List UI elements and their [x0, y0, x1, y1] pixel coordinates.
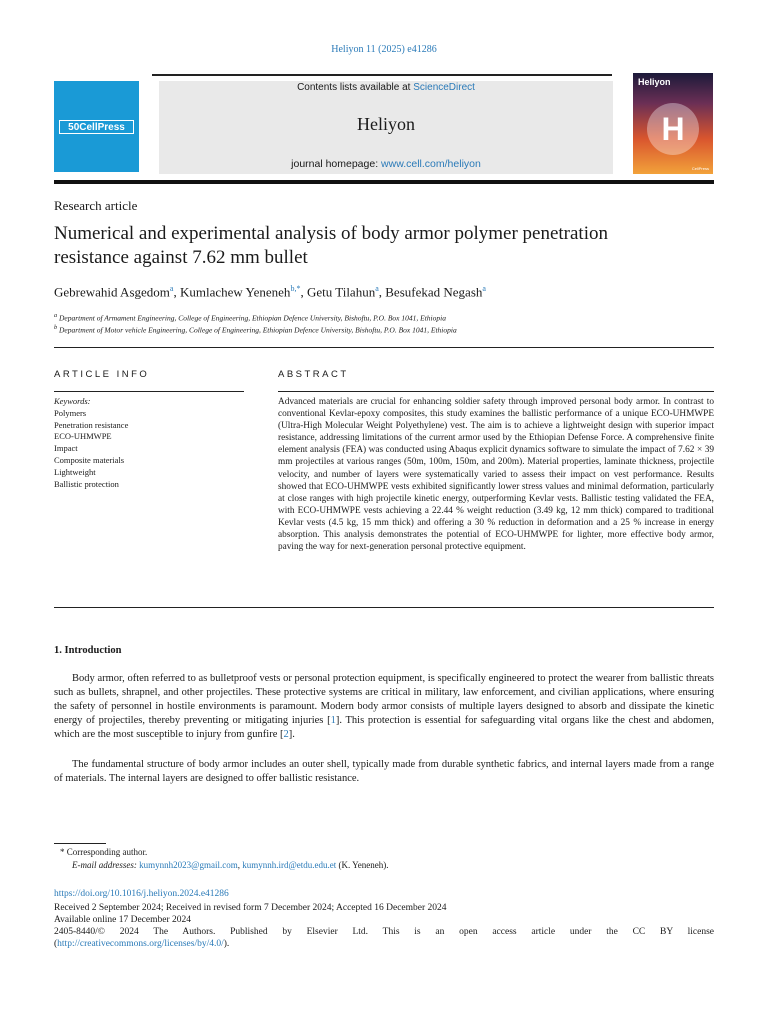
reference-link-1[interactable]: 1: [330, 715, 336, 726]
author-sep: ,: [300, 284, 307, 300]
top-rule: [152, 74, 612, 76]
keywords-block: [54, 396, 244, 490]
author-sep: ,: [173, 284, 180, 300]
keyword-item: Ballistic protection: [54, 478, 119, 489]
header-divider: [54, 180, 714, 184]
article-info-heading: ARTICLE INFO: [54, 369, 150, 380]
affiliation-b: [54, 324, 457, 335]
keyword-item: Polymers: [54, 407, 87, 418]
intro-paragraph-1: [54, 672, 714, 742]
available-online: Available online 17 December 2024: [54, 915, 191, 925]
affiliation-divider: [54, 347, 714, 348]
keyword-item: Lightweight: [54, 466, 96, 477]
sciencedirect-link[interactable]: ScienceDirect: [413, 82, 475, 93]
email-label: E-mail addresses:: [72, 860, 137, 870]
cover-logo-icon: H: [647, 103, 699, 155]
author-affil-mark[interactable]: b,*: [290, 284, 301, 293]
license-paren: (: [54, 939, 58, 949]
contents-line: [159, 82, 613, 93]
author-affil-mark[interactable]: a: [169, 284, 174, 293]
intro-paragraph-2: The fundamental structure of body armor includes an outer shell, typically made from durable synthetic fabrics, and internal layers made from a range of materials. The internal layers are designed to offer ballistic resistance.: [54, 759, 714, 784]
journal-citation[interactable]: Heliyon 11 (2025) e41286: [331, 44, 437, 55]
affiliation-mark: a: [54, 312, 58, 319]
article-title: Numerical and experimental analysis of body armor polymer penetration resistance against 7.62 mm bullet: [54, 223, 608, 268]
keywords-label: Keywords:: [54, 396, 91, 406]
email-link-1[interactable]: kumynnh2023@gmail.com: [139, 860, 238, 870]
homepage-link[interactable]: www.cell.com/heliyon: [381, 158, 481, 170]
reference-link-2[interactable]: 2: [283, 729, 289, 740]
affiliation-a: [54, 312, 446, 323]
article-info-rule: [54, 391, 244, 392]
email-link-2[interactable]: kumynnh.ird@etdu.edu.et: [242, 860, 337, 870]
journal-homepage-line: [159, 158, 613, 170]
affiliation-text: Department of Motor vehicle Engineering, College of Engineering, Ethiopian Defence University, Bishoftu, P.O. Box 1041, Ethiopia: [59, 325, 457, 335]
received-dates: Received 2 September 2024; Received in revised form 7 December 2024; Accepted 16 December 2024: [54, 903, 447, 913]
keyword-item: Impact: [54, 443, 78, 454]
article-type: Research article: [54, 198, 138, 213]
license-url-link[interactable]: http://creativecommons.org/licenses/by/4.0/: [57, 939, 224, 949]
author-sep: ,: [378, 284, 386, 300]
cover-publisher: CellPress: [691, 166, 709, 171]
keyword-item: Penetration resistance: [54, 419, 129, 430]
section-heading-introduction: 1. Introduction: [54, 645, 122, 656]
doi-link[interactable]: https://doi.org/10.1016/j.heliyon.2024.e41286: [54, 889, 229, 899]
cellpress-logo-box: [54, 81, 139, 172]
author-affil-mark[interactable]: a: [482, 284, 486, 293]
intro-p1-text: Body armor, often referred to as bulletproof vests or personal protection equipment, is specifically engineered to protect the wearer from ballistic threats such as bullets, shrapnel, and other projectiles. These protective systems are critical in military, law enforcement, and civilian applications, where ensuring the safety of personnel in hostile environments is paramount. Modern body armor consists of multiple layers designed to absorb and dissipate the kinetic energy of projectiles, thereby preventing or mitigating injuries [: [54, 673, 714, 726]
abstract-text: Advanced materials are crucial for enhancing soldier safety through improved personal body armor. In contrast to conventional Kevlar-epoxy composites, this study examines the ballistic performance of a unique ECO-UHMWPE (Ultra-High Molecular Weight Polyethylene) vest. The aim is to achieve a lightweight design with superior impact resistance, addressing limitations of the current armor used by the Ethiopian Defense Force. A comprehensive finite element analysis (FEA) was conducted using Abaqus explicit dynamics software to simulate the impact of 7.62 × 39 mm projectiles at various ranges (50m, 100m, 150m, and 200m). Material properties, laminate thickness, projectile velocity, and number of layers were systematically varied to assess their impact on vest performance. Results showed that ECO-UHMWPE vests exhibited significantly lower stress values and minimal deformation, particularly at close ranges with high projectile kinetic energy, outperforming Kevlar vests. Ballistic testing validated the FEA, with ECO-UHMWPE vests achieving a 22.44 % weight reduction (3.49 kg, 12 mm thick) compared to traditional Kevlar vests (4.5 kg, 15 mm thick) and offering a 30 % reduction in deformation and a 25 % increase in energy absorption. This analysis demonstrates the potential of ECO-UHMWPE for lighter, more effective body armor, paving the way for next-generation personal protective equipment.: [278, 397, 714, 553]
license-url-line: [54, 938, 714, 950]
journal-name: Heliyon: [357, 114, 415, 134]
journal-cover: [633, 73, 713, 174]
author-name[interactable]: Besufekad Negash: [385, 284, 483, 300]
affiliation-mark: b: [54, 324, 58, 331]
cover-title: Heliyon: [638, 77, 671, 87]
abstract-heading: ABSTRACT: [278, 369, 349, 380]
email-addresses: [72, 860, 388, 870]
intro-p1-text: ]. This protection is essential for safeguarding vital organs like the chest and abdomen, which are the most susceptible to injury from gunfire [: [54, 715, 714, 740]
intro-p1-text: ].: [288, 729, 295, 740]
email-sep: ,: [237, 860, 243, 870]
author-affil-mark[interactable]: a: [375, 284, 379, 293]
license-statement: 2405-8440/© 2024 The Authors. Published by Elsevier Ltd. This is an open access article under the CC BY license: [54, 927, 714, 937]
homepage-prefix: journal homepage:: [291, 158, 382, 170]
author-name[interactable]: Getu Tilahun: [306, 284, 376, 300]
abstract-bottom-rule: [54, 607, 714, 608]
contents-prefix: Contents lists available at: [297, 82, 414, 93]
cellpress-logo: 50CellPress: [59, 120, 134, 134]
footnote-rule: [54, 843, 106, 844]
author-name[interactable]: Gebrewahid Asgedom: [54, 284, 170, 300]
corresponding-author-note: * Corresponding author.: [60, 847, 148, 857]
license-paren: ).: [223, 939, 230, 949]
author-list: [54, 284, 486, 300]
abstract-rule: [278, 391, 714, 392]
affiliation-text: Department of Armament Engineering, College of Engineering, Ethiopian Defence University, Bishoftu, P.O. Box 1041, Ethiopia: [59, 313, 446, 323]
keyword-item: Composite materials: [54, 454, 125, 465]
author-name[interactable]: Kumlachew Yeneneh: [179, 284, 291, 300]
keyword-item: ECO-UHMWPE: [54, 431, 112, 442]
email-suffix: (K. Yeneneh).: [336, 860, 389, 870]
